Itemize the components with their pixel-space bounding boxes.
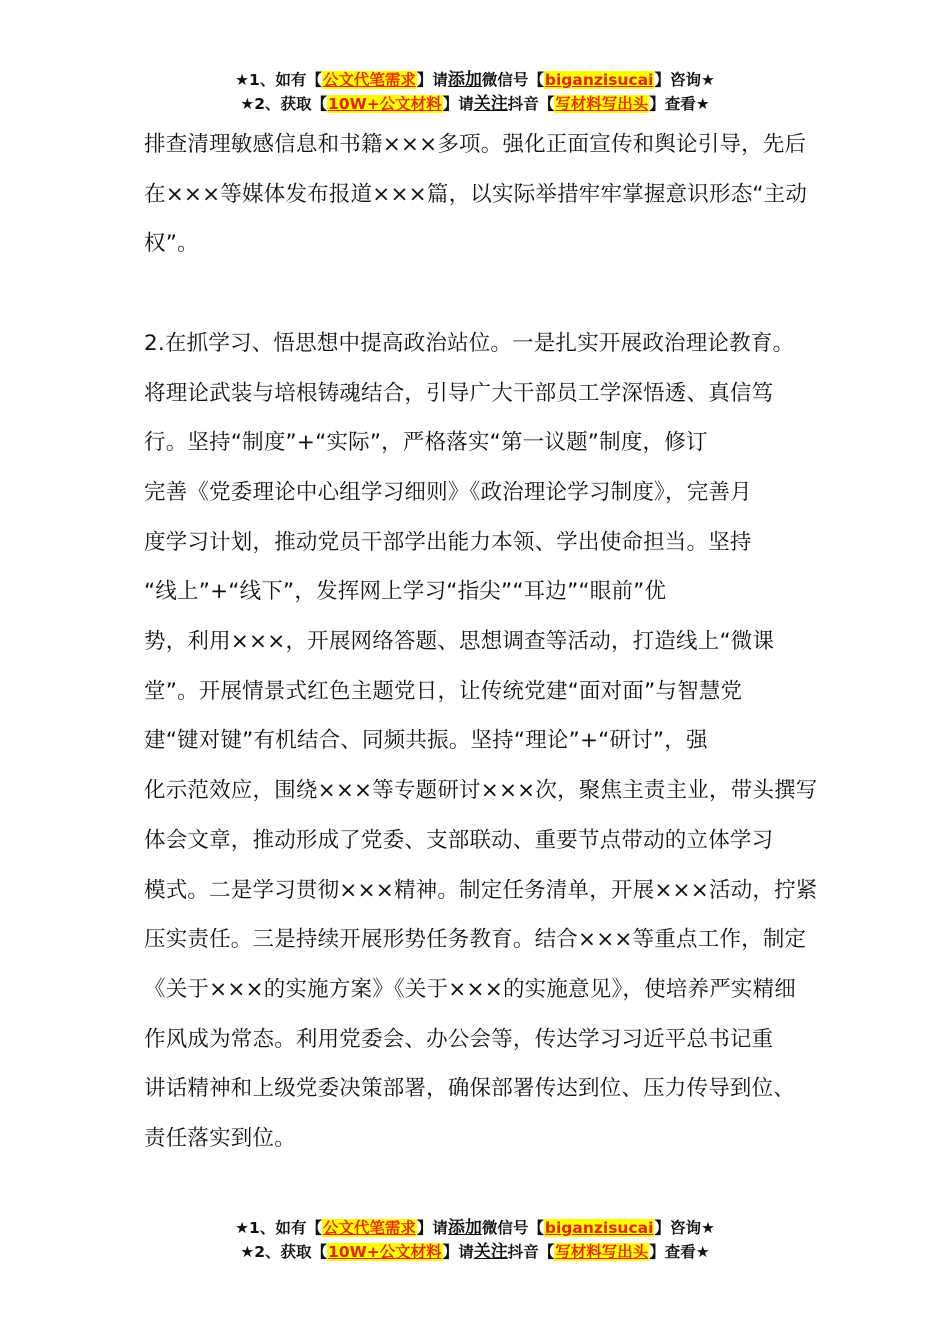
banner-underlined-text: 添加 bbox=[447, 70, 482, 90]
text-line: 责任落实到位。 bbox=[144, 1126, 296, 1152]
highlight-materials: 10W+公文材料 bbox=[328, 1243, 442, 1261]
text-line: 度学习计划，推动党员干部学出能力本领、学出使命担当。坚持 bbox=[144, 529, 752, 555]
banner-underlined-text: 关注 bbox=[473, 1242, 508, 1262]
text-line: 模式。二是学习贯彻×××精神。制定任务清单，开展×××活动，拧紧 bbox=[144, 877, 818, 903]
highlight-douyin-account: 写材料写出头 bbox=[555, 95, 649, 113]
highlight-wechat-id: biganzisucai bbox=[544, 71, 654, 89]
banner-text: ★1、如有【 bbox=[235, 71, 322, 89]
footer-banner-line-1 bbox=[0, 1216, 950, 1240]
paragraph-2 bbox=[144, 319, 844, 1164]
text-line: 体会文章，推动形成了党委、支部联动、重要节点带动的立体学习 bbox=[144, 827, 774, 853]
text-line: 《关于×××的实施方案》《关于×××的实施意见》，使培养严实精细 bbox=[144, 976, 796, 1002]
banner-underlined-text: 关注 bbox=[473, 94, 508, 114]
text-line: 将理论武装与培根铸魂结合，引导广大干部员工学深悟透、真信笃 bbox=[144, 380, 774, 406]
text-line: 权”。 bbox=[144, 231, 199, 257]
text-line: 2.在抓学习、悟思想中提高政治站位。一是扎实开展政治理论教育。 bbox=[144, 330, 795, 356]
paragraph-spacer bbox=[144, 269, 844, 319]
banner-text: 】请 bbox=[416, 71, 448, 89]
text-line: 在×××等媒体发布报道×××篇，以实际举措牢牢掌握意识形态“主动 bbox=[144, 181, 808, 207]
banner-underlined-text: 添加 bbox=[447, 1218, 482, 1238]
banner-text: ★2、获取【 bbox=[240, 1243, 328, 1261]
banner-text: 】咨询★ bbox=[654, 1219, 715, 1237]
banner-text: ★1、如有【 bbox=[235, 1219, 322, 1237]
highlight-ghostwriting: 公文代笔需求 bbox=[322, 71, 416, 89]
document-body bbox=[144, 120, 844, 1164]
footer-banner bbox=[0, 1216, 950, 1264]
header-banner bbox=[0, 68, 950, 116]
header-banner-line-1 bbox=[0, 68, 950, 92]
paragraph-1 bbox=[144, 120, 844, 269]
banner-text: ★2、获取【 bbox=[240, 95, 328, 113]
banner-text: 】请 bbox=[442, 95, 474, 113]
banner-text: 微信号【 bbox=[481, 71, 544, 89]
text-line: 建“键对键”有机结合、同频共振。坚持“理论”+“研讨”，强 bbox=[144, 728, 708, 754]
text-line: 行。坚持“制度”+“实际”，严格落实“第一议题”制度，修订 bbox=[144, 430, 708, 456]
highlight-wechat-id: biganzisucai bbox=[544, 1219, 654, 1237]
footer-banner-line-2 bbox=[0, 1240, 950, 1264]
banner-text: 】请 bbox=[416, 1219, 448, 1237]
text-line: 势，利用×××，开展网络答题、思想调查等活动，打造线上“微课 bbox=[144, 629, 775, 655]
text-line: 讲话精神和上级党委决策部署，确保部署传达到位、压力传导到位、 bbox=[144, 1076, 796, 1102]
highlight-douyin-account: 写材料写出头 bbox=[555, 1243, 649, 1261]
text-line: 压实责任。三是持续开展形势任务教育。结合×××等重点工作，制定 bbox=[144, 927, 807, 953]
banner-text: 微信号【 bbox=[481, 1219, 544, 1237]
text-line: 堂”。开展情景式红色主题党日，让传统党建“面对面”与智慧党 bbox=[144, 678, 743, 704]
banner-text: 】查看★ bbox=[649, 95, 710, 113]
banner-text: 】查看★ bbox=[649, 1243, 710, 1261]
text-line: 化示范效应，围绕×××等专题研讨×××次，聚焦主责主业，带头撰写 bbox=[144, 778, 818, 804]
text-line: 排查清理敏感信息和书籍×××多项。强化正面宣传和舆论引导，先后 bbox=[144, 132, 807, 157]
banner-text: 】咨询★ bbox=[654, 71, 715, 89]
highlight-materials: 10W+公文材料 bbox=[328, 95, 442, 113]
text-line: 作风成为常态。利用党委会、办公会等，传达学习习近平总书记重 bbox=[144, 1026, 774, 1052]
header-banner-line-2 bbox=[0, 92, 950, 116]
banner-text: 抖音【 bbox=[507, 1243, 555, 1261]
highlight-ghostwriting: 公文代笔需求 bbox=[322, 1219, 416, 1237]
text-line: 完善《党委理论中心组学习细则》《政治理论学习制度》，完善月 bbox=[144, 479, 752, 505]
banner-text: 】请 bbox=[442, 1243, 474, 1261]
banner-text: 抖音【 bbox=[507, 95, 555, 113]
text-line: “线上”+“线下”，发挥网上学习“指尖”“耳边”“眼前”优 bbox=[144, 579, 667, 605]
